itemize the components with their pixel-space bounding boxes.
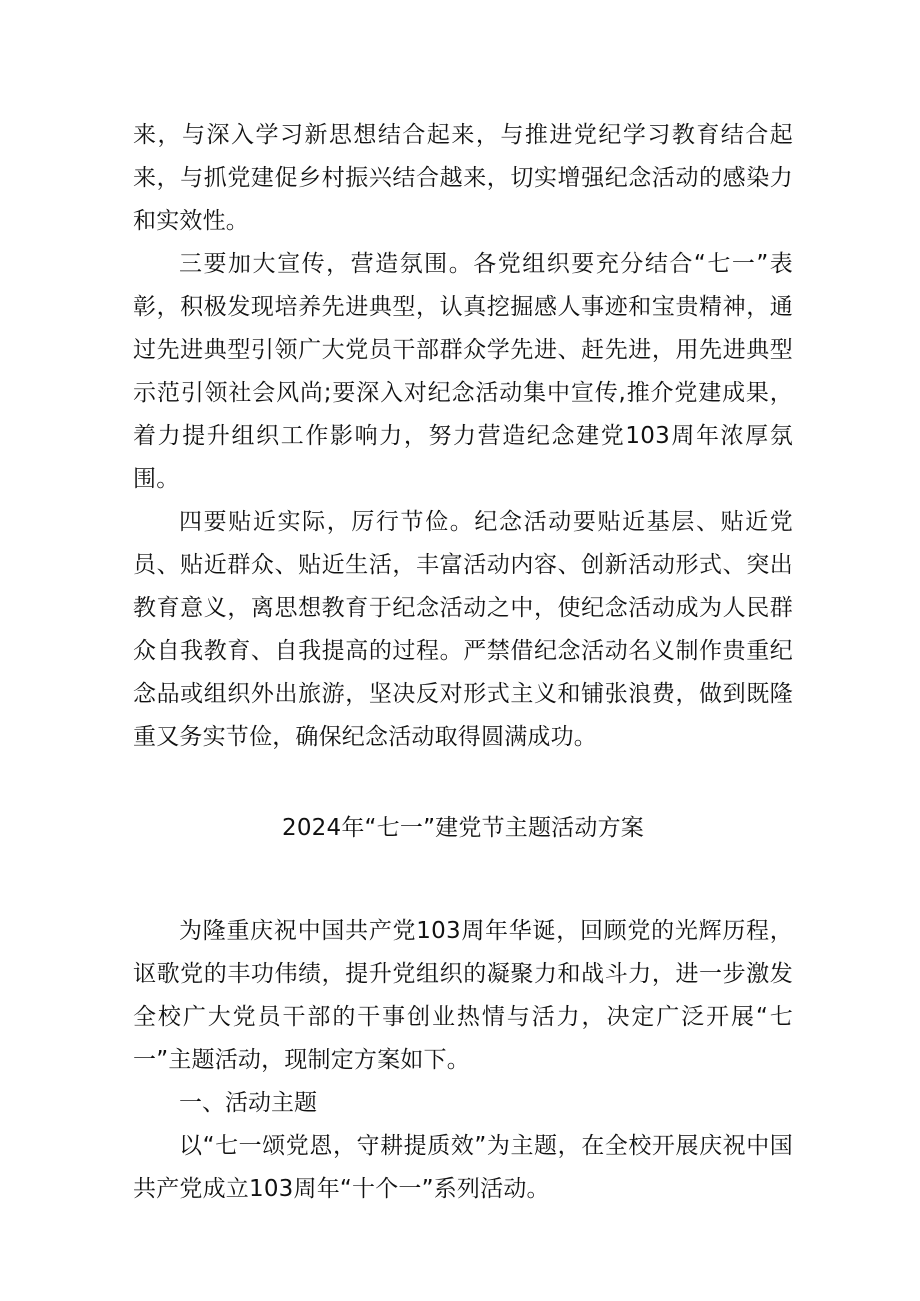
paragraph-publicity: 三要加大宣传，营造氛围。各党组织要充分结合“七一”表彰，积极发现培养先进典型，认真挖掘感人事迹和宝贵精神，通过先进典型引领广大党员干部群众学先进、赶先进，用先进典型示范引领社会风尚;要深入对纪念活动集中宣传,推介党建成果，着力提升组织工作影响力，努力营造纪念建党103周年浓厚氛围。 — [133, 251, 793, 492]
paragraph-theme-body: 以“七一颂党恩，守耕提质效”为主题，在全校开展庆祝中国共产党成立103周年“十个一”系列活动。 — [133, 1133, 793, 1202]
paragraph-intro: 为隆重庆祝中国共产党103周年华诞，回顾党的光辉历程，讴歌党的丰功伟绩，提升党组织的凝聚力和战斗力，进一步激发全校广大党员干部的干事创业热情与活力，决定广泛开展“七一”主题活动，现制定方案如下。 — [133, 918, 793, 1073]
document-title: 2024年“七一”建党节主题活动方案 — [282, 815, 644, 841]
document-content — [133, 114, 793, 1211]
paragraph-continuation: 来，与深入学习新思想结合起来，与推进党纪学习教育结合起来，与抓党建促乡村振兴结合越来，切实增强纪念活动的感染力和实效性。 — [133, 122, 793, 234]
paragraph-frugality: 四要贴近实际，厉行节俭。纪念活动要贴近基层、贴近党员、贴近群众、贴近生活，丰富活动内容、创新活动形式、突出教育意义，离思想教育于纪念活动之中，使纪念活动成为人民群众自我教育、自我提高的过程。严禁借纪念活动名义制作贵重纪念品或组织外出旅游，坚决反对形式主义和铺张浪费，做到既隆重又务实节俭，确保纪念活动取得圆满成功。 — [133, 509, 793, 750]
section-heading-theme: 一、活动主题 — [179, 1090, 317, 1116]
